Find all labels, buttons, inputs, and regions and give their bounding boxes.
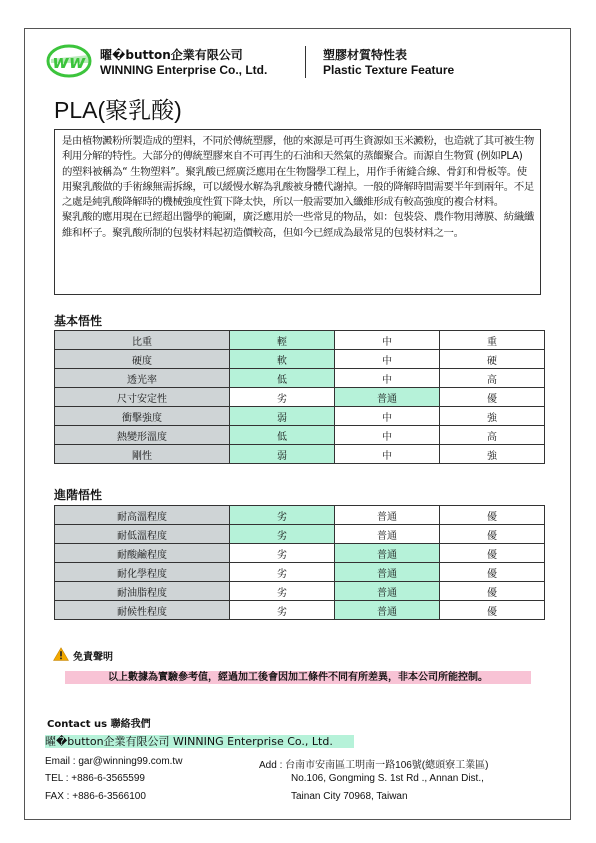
company-name-en: WINNING Enterprise Co., Ltd. — [100, 63, 268, 77]
sheet-title-en: Plastic Texture Feature — [323, 63, 455, 77]
property-value: 強 — [440, 407, 545, 426]
warning-icon — [53, 647, 69, 661]
property-value: 優 — [440, 506, 545, 525]
property-row — [55, 350, 545, 369]
property-label: 耐化學程度 — [55, 563, 230, 582]
contact-tel: TEL : +886-6-3565599 — [45, 773, 145, 784]
property-row — [55, 331, 545, 350]
property-value-selected: 普通 — [335, 582, 440, 601]
property-value: 劣 — [230, 563, 335, 582]
property-value: 劣 — [230, 601, 335, 620]
property-value-selected: 軟 — [230, 350, 335, 369]
sheet-title-zh: 塑膠材質特性表 — [323, 48, 408, 62]
contact-company: 曜�button企業有限公司 WINNING Enterprise Co., Ltd. — [45, 735, 354, 748]
property-value-selected: 普通 — [335, 544, 440, 563]
property-label: 尺寸安定性 — [55, 388, 230, 407]
property-label: 耐酸鹼程度 — [55, 544, 230, 563]
property-row — [55, 525, 545, 544]
property-value: 優 — [440, 388, 545, 407]
property-value: 劣 — [230, 544, 335, 563]
property-row — [55, 388, 545, 407]
property-value: 普通 — [335, 506, 440, 525]
property-label: 耐油脂程度 — [55, 582, 230, 601]
property-value: 優 — [440, 544, 545, 563]
property-row — [55, 601, 545, 620]
property-value-selected: 普通 — [335, 601, 440, 620]
property-value: 中 — [335, 445, 440, 464]
contact-address-en-line1: No.106, Gongming S. 1st Rd ., Annan Dist., — [291, 773, 484, 784]
property-value: 中 — [335, 426, 440, 445]
property-value-selected: 低 — [230, 426, 335, 445]
property-row — [55, 544, 545, 563]
property-row — [55, 563, 545, 582]
contact-fax: FAX : +886-6-3566100 — [45, 791, 146, 802]
property-row — [55, 445, 545, 464]
property-value-selected: 弱 — [230, 407, 335, 426]
property-value: 高 — [440, 426, 545, 445]
property-value: 高 — [440, 369, 545, 388]
disclaimer-text: 以上數據為實驗參考值，經過加工後會因加工條件不同有所差異，非本公司所能控制。 — [65, 671, 531, 684]
material-title: PLA(聚乳酸) — [54, 97, 182, 123]
property-value: 中 — [335, 331, 440, 350]
contact-title: Contact us 聯絡我們 — [47, 719, 151, 730]
property-label: 耐高溫程度 — [55, 506, 230, 525]
property-value-selected: 輕 — [230, 331, 335, 350]
property-value-selected: 低 — [230, 369, 335, 388]
property-row — [55, 369, 545, 388]
property-value: 硬 — [440, 350, 545, 369]
disclaimer-title: 免責聲明 — [73, 652, 113, 663]
property-value: 優 — [440, 601, 545, 620]
advanced-properties-heading: 進階悟性 — [54, 488, 103, 502]
property-label: 剛性 — [55, 445, 230, 464]
winning-logo-icon — [45, 43, 93, 79]
property-value: 優 — [440, 525, 545, 544]
material-description-box — [54, 129, 541, 295]
property-value-selected: 弱 — [230, 445, 335, 464]
svg-text:ww: ww — [52, 52, 86, 73]
property-value: 中 — [335, 350, 440, 369]
contact-address-zh: Add : 台南市安南區工明南一路106號(總頭寮工業區) — [259, 760, 489, 771]
basic-properties-table — [54, 330, 545, 464]
company-name-zh: 曜�button企業有限公司 — [100, 48, 243, 62]
property-value: 中 — [335, 407, 440, 426]
property-value: 強 — [440, 445, 545, 464]
property-row — [55, 506, 545, 525]
property-label: 硬度 — [55, 350, 230, 369]
property-row — [55, 426, 545, 445]
header-divider — [305, 46, 306, 78]
material-description: 是由植物澱粉所製造成的塑料，不同於傳統塑膠，他的來源是可再生資源如玉米澱粉，也造就了其可被生物利用分解的特性。大部分的傳統塑膠來自不可再生的石油和天然氣的蒸餾聚合。而源自生物質 (例如PLA) 的塑料被稱為“ 生物塑料”。聚乳酸已經廣泛應用在生物醫學工程上，用作手術縫合線、骨釘和骨板等。使用聚乳酸做的手術線無需拆線，可以緩慢水解為乳酸被身體代謝掉。一般的降解時間需要半年到兩年。不足之處是純乳酸降解時的機械強度性質下降太快，所以一般需要加入纖維形成有較高強度的複合材料。 聚乳酸的應用現在已經超出醫學的範圍，廣泛應用於一些常見的物品，如：包裝袋、農作物用薄膜、紡織纖維和杯子。聚乳酸所制的包裝材料起初造價較高，但如今已經成為最常見的包裝材料之一。 — [62, 135, 534, 239]
property-label: 透光率 — [55, 369, 230, 388]
property-row — [55, 582, 545, 601]
property-value-selected: 劣 — [230, 525, 335, 544]
property-value: 優 — [440, 563, 545, 582]
property-label: 比重 — [55, 331, 230, 350]
property-label: 耐低溫程度 — [55, 525, 230, 544]
basic-properties-heading: 基本悟性 — [54, 314, 103, 328]
property-label: 熱變形溫度 — [55, 426, 230, 445]
property-row — [55, 407, 545, 426]
property-value-selected: 普通 — [335, 388, 440, 407]
property-value: 劣 — [230, 582, 335, 601]
property-label: 衝擊強度 — [55, 407, 230, 426]
property-value-selected: 普通 — [335, 563, 440, 582]
property-value: 優 — [440, 582, 545, 601]
advanced-properties-table — [54, 505, 545, 620]
contact-address-en-line2: Tainan City 70968, Taiwan — [291, 791, 408, 802]
contact-email: Email : gar@winning99.com.tw — [45, 756, 183, 767]
property-value: 重 — [440, 331, 545, 350]
property-value: 劣 — [230, 388, 335, 407]
property-value-selected: 劣 — [230, 506, 335, 525]
property-label: 耐候性程度 — [55, 601, 230, 620]
property-value: 普通 — [335, 525, 440, 544]
property-value: 中 — [335, 369, 440, 388]
